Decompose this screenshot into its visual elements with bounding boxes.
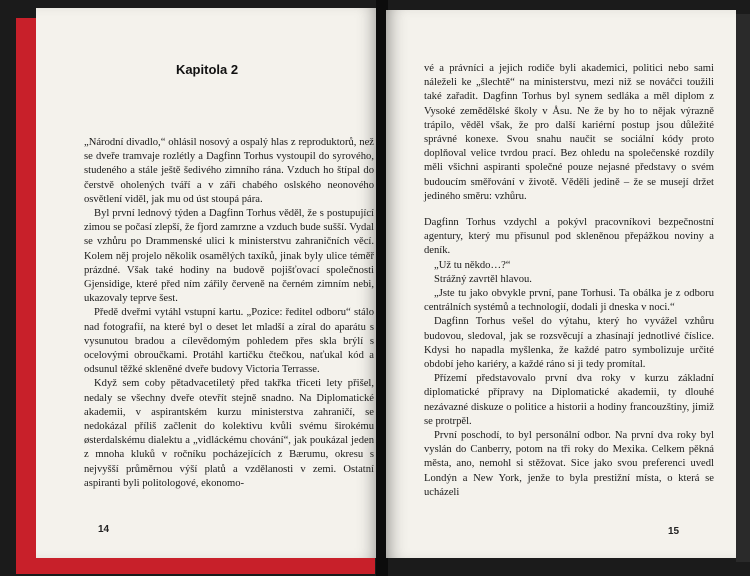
page-number: 15: [668, 526, 680, 537]
paragraph: „Jste tu jako obvykle první, pane Torhusi. Ta obálka je z odboru centrálních systémů a technologií, dodali ji dneska v noci.“: [424, 288, 714, 314]
paragraph: Když sem coby pětadvacetiletý před takřka třiceti lety přišel, nedaly se všechny dveře otevřít stejně snadno. Na Diplomatické akademii, v aspirantském kurzu ministerstva zahraničí, se nedokázal příliš začlenit do kolektivu kvůli svému širokému østerdalskému dialektu a „vidláckému chování“, jak poukázal jeden z mnoha kluků v ročníku pocházejících z Bærumu, okresu s nejvyšší průměrnou výší platů a vzdělanosti v zemi. Ostatní aspiranti byli politologové, ekonomo-: [84, 378, 374, 489]
left-page: [36, 8, 378, 558]
paragraph: Předě dveřmi vytáhl vstupní kartu. „Pozice: ředitel odboru“ stálo nad fotografií, na které byl o deset let mladší a zíral do aparátu s vysunutou bradou a cílevědomým pohledem přes skla brýlí s ocelovými obroučkami. Protáhl kartičku čtečkou, naťukal kód a odsunul těžké skleněné dveře budovy Victoria Terrasse.: [84, 307, 374, 376]
paragraph: Přízemí představovalo první dva roky v kurzu základní diplomatické přípravy na Diplomatické akademii, ty dlouhé nezávazné diskuze o politice a historii a hodiny francouzštiny, jimiž se protrpěl.: [424, 373, 714, 427]
paragraph: První poschodí, to byl personální odbor. Na první dva roky byl vyslán do Canberry, potom na tři roky do Mexika. Celkem pěkná města, ano, nemohl si stěžovat. Sice jako svou preferenci uvedl Londýn a New York, jenže to byla prestižní místa, o která se ucházeli: [424, 430, 714, 498]
paragraph: „Národní divadlo,“ ohlásil nosový a ospalý hlas z reproduktorů, než se dveře tramvaje rozlétly a Dagfinn Torhus vystoupil do syrového, studeného a stále ještě šedivého zimního rána. Vzduch ho štípal do čerstvě oholených tváří a v záři chabého oslského neonového osvětlení viděl, jak mu od úst stoupá pára.: [84, 137, 374, 205]
page-stack-edge: [736, 14, 750, 562]
paragraph: Byl první lednový týden a Dagfinn Torhus věděl, že s postupující zimou se počasí zlepší, že fjord zamrzne a vzduch bude sušší. Vydal se vzhůru po Drammenské ulici k ministerstvu zahraničních věcí. Kolem něj projelo několik osamělých taxíků, jinak byly ulice téměř prázdné. Však také hodiny na budově pojišťovací společnosti Gjensidige, které před ním zářily červeně na černém zimním nebi, ukazovaly teprve šest.: [84, 208, 374, 305]
paragraph: vé a právníci a jejich rodiče byli akademici, politici nebo sami náleželi ke „šlechtě“ na ministerstvu, mezi niž se nováčci toužili také zařadit. Dagfinn Torhus byl synem sedláka a měl diplom z Vysoké zemědělské školy v Åsu. Ne že by ho to nějak výrazně trápilo, věděl však, že pro další kariérní postup jsou důležité správné konexe. Svou snahu naučit se sociální kódy proto doplňoval velice tvrdou prací. Bez ohledu na společenské rozdíly měli všichni aspiranti společné pouze nejasné představy o svém budoucím směřování v životě. Věděli jedině – že se musejí držet jediného směru: vzhůru.: [424, 63, 714, 202]
paragraph: Strážný zavrtěl hlavou.: [434, 273, 532, 285]
right-page: [386, 10, 736, 558]
paragraph: Dagfinn Torhus vešel do výtahu, který ho vyvážel vzhůru budovou, sledoval, jak se rozsvěcují a zhasínají jednotlivé číslice. Kdysi ho napadla myšlenka, že každé patro symbolizuje určité období jeho kariéry, a každé ráno si ji tedy promítal.: [424, 316, 714, 371]
chapter-title: Kapitola 2: [175, 62, 239, 77]
page-number: 14: [98, 524, 110, 535]
paragraph: Dagfinn Torhus vzdychl a pokývl pracovníkovi bezpečnostní agentury, který mu přisunul pod skleněnou přepážkou noviny a deník.: [424, 217, 714, 257]
left-text-block: [84, 136, 374, 491]
paragraph: „Už tu někdo…?“: [434, 259, 511, 271]
right-text-block: [424, 62, 714, 500]
